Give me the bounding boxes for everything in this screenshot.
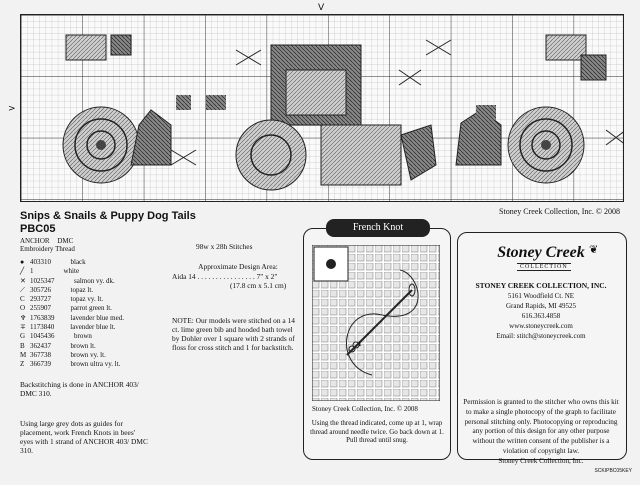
legend-row xyxy=(20,277,124,286)
legend-anchor: 362 xyxy=(30,341,41,350)
chart-graph-svg xyxy=(21,15,623,201)
legend-symbol: ✕ xyxy=(20,276,26,285)
legend-row xyxy=(20,267,124,276)
legend-header-dmc: DMC xyxy=(57,237,74,245)
legend-symbol: C xyxy=(20,295,25,304)
email: Email: stitch@stoneycreek.com xyxy=(496,332,586,340)
legend-row xyxy=(20,332,124,341)
backstitch-note: Backstitching is done in ANCHOR 403/ DMC 310. xyxy=(20,380,139,398)
legend-dmc: 3840 xyxy=(40,323,55,332)
aida-size-cm: (17.8 cm x 5.1 cm) xyxy=(230,281,287,290)
legend-row xyxy=(20,258,124,267)
legend-anchor: 367 xyxy=(30,350,41,359)
brand-logo: Stoney Creek xyxy=(497,244,585,261)
legend-color-name: topaz vy. lt. xyxy=(70,295,104,304)
chart-copyright: Stoney Creek Collection, Inc. © 2008 xyxy=(499,207,620,216)
company-name: STONEY CREEK COLLECTION, INC. xyxy=(475,281,607,290)
legend-symbol: ∓ xyxy=(20,323,26,332)
french-knot-diagram xyxy=(312,245,440,401)
aida-size: Aida 14 . . . . . . . . . . . . . . . . 7" x 2" xyxy=(172,272,278,281)
legend-symbol: B xyxy=(20,341,25,350)
legend-anchor: 255 xyxy=(30,304,41,313)
legend-symbol: O xyxy=(20,304,26,313)
legend-anchor: 366 xyxy=(30,360,41,369)
address-line-2: Grand Rapids, MI 49525 xyxy=(506,302,576,310)
legend-dmc: 436 xyxy=(44,332,55,341)
design-code: PBC05 xyxy=(20,223,56,235)
brand-collection-label: COLLECTION xyxy=(517,263,571,271)
legend-row xyxy=(20,342,124,351)
legend-anchor: 305 xyxy=(30,285,41,294)
legend-symbol: G xyxy=(20,332,26,341)
legend-row xyxy=(20,351,124,360)
legend-dmc: 310 xyxy=(40,258,51,266)
legend-dmc: 907 xyxy=(40,304,51,313)
french-knot-title: French Knot xyxy=(326,219,430,237)
legend-row xyxy=(20,286,124,295)
legend-color-name: lavender blue med. xyxy=(70,313,124,322)
address-line-1: 5161 Woodfield Ct. NE xyxy=(507,292,575,300)
center-marker-top: V xyxy=(318,3,325,13)
french-knot-number: 1 xyxy=(358,340,362,348)
legend-anchor: 403 xyxy=(30,258,41,266)
permission-notice xyxy=(463,398,619,467)
legend-symbol: ● xyxy=(20,258,25,266)
legend-header xyxy=(20,237,75,253)
legend-symbol: ╱ xyxy=(20,267,25,276)
legend-symbol: ♆ xyxy=(20,313,27,322)
permission-text: Permission is granted to the stitcher who owns this kit to make a single photocopy of the graph to facilitate personal stitching only. Photocopying or reproducing any portion of this design for any other purpose without the written consent of the publisher is a violation of copyright law. xyxy=(463,398,619,455)
model-note: NOTE: Our models were stitched on a 14 ct. lime green bib and hooded bath towel by Dohler over 1 square with 2 strands of floss for cross stitch and 1 for backstitch. xyxy=(172,316,295,352)
legend-row xyxy=(20,323,124,332)
legend-anchor: 117 xyxy=(30,323,41,332)
legend-header-thread: Thread xyxy=(55,245,75,253)
leaf-icon: ❦ xyxy=(589,244,599,256)
legend-symbol: M xyxy=(20,350,27,359)
legend-header-embroidery: Embroidery xyxy=(20,245,54,253)
footer-code: SCKIPBC05KEY xyxy=(594,468,632,474)
legend-row xyxy=(20,314,124,323)
floss-legend xyxy=(20,258,124,370)
phone: 616.363.4858 xyxy=(521,312,561,320)
approx-area-label: Approximate Design Area: xyxy=(198,262,278,271)
legend-anchor: 1 xyxy=(30,267,34,276)
legend-anchor: 176 xyxy=(30,313,41,322)
cross-stitch-chart xyxy=(20,14,624,202)
legend-dmc: 347 xyxy=(44,276,55,285)
legend-color-name: brown ultra vy. lt. xyxy=(70,360,121,369)
legend-symbol: ⟋ xyxy=(20,285,25,294)
legend-row xyxy=(20,304,124,313)
french-knot-note: Using large grey dots as guides for placement, work French Knots in bees' eyes with 1 strand of ANCHOR 403/ DMC 310. xyxy=(20,419,148,455)
legend-color-name: brown vy. lt. xyxy=(70,350,106,359)
legend-color-name: black xyxy=(70,258,86,266)
publisher-info xyxy=(463,281,619,341)
legend-symbol: Z xyxy=(20,360,25,369)
legend-color-name: brown xyxy=(74,332,92,341)
legend-color-name: parrot green lt. xyxy=(70,304,112,313)
legend-anchor: 1025 xyxy=(30,276,44,285)
french-knot-copyright: Stoney Creek Collection, Inc. © 2008 xyxy=(312,405,418,413)
website: www.stoneycreek.com xyxy=(509,322,573,330)
legend-color-name: topaz lt. xyxy=(70,285,94,294)
legend-dmc: 437 xyxy=(40,341,51,350)
legend-color-name: salmon vy. dk. xyxy=(74,276,115,285)
design-title: Snips & Snails & Puppy Dog Tails xyxy=(20,210,196,222)
legend-dmc: 3839 xyxy=(40,313,55,322)
legend-dmc: 727 xyxy=(40,295,51,304)
center-marker-left: > xyxy=(8,104,16,114)
legend-color-name: white xyxy=(63,267,80,276)
stitch-count: 98w x 28h Stitches xyxy=(196,242,253,251)
legend-row xyxy=(20,360,124,369)
legend-anchor: 1045 xyxy=(30,332,44,341)
legend-dmc: 726 xyxy=(40,285,51,294)
legend-anchor: 293 xyxy=(30,295,41,304)
legend-header-anchor: ANCHOR xyxy=(20,237,50,245)
legend-row xyxy=(20,295,124,304)
legend-color-name: lavender blue lt. xyxy=(70,323,116,332)
permission-signature: Stoney Creek Collection, Inc. xyxy=(498,456,584,465)
legend-color-name: brown lt. xyxy=(70,341,96,350)
legend-dmc xyxy=(34,267,64,276)
legend-dmc: 738 xyxy=(40,350,51,359)
legend-dmc: 739 xyxy=(40,360,51,369)
french-knot-instructions: Using the thread indicated, come up at 1, wrap thread around needle twice. Go back down at 1. Pull thread until snug. xyxy=(310,419,444,444)
